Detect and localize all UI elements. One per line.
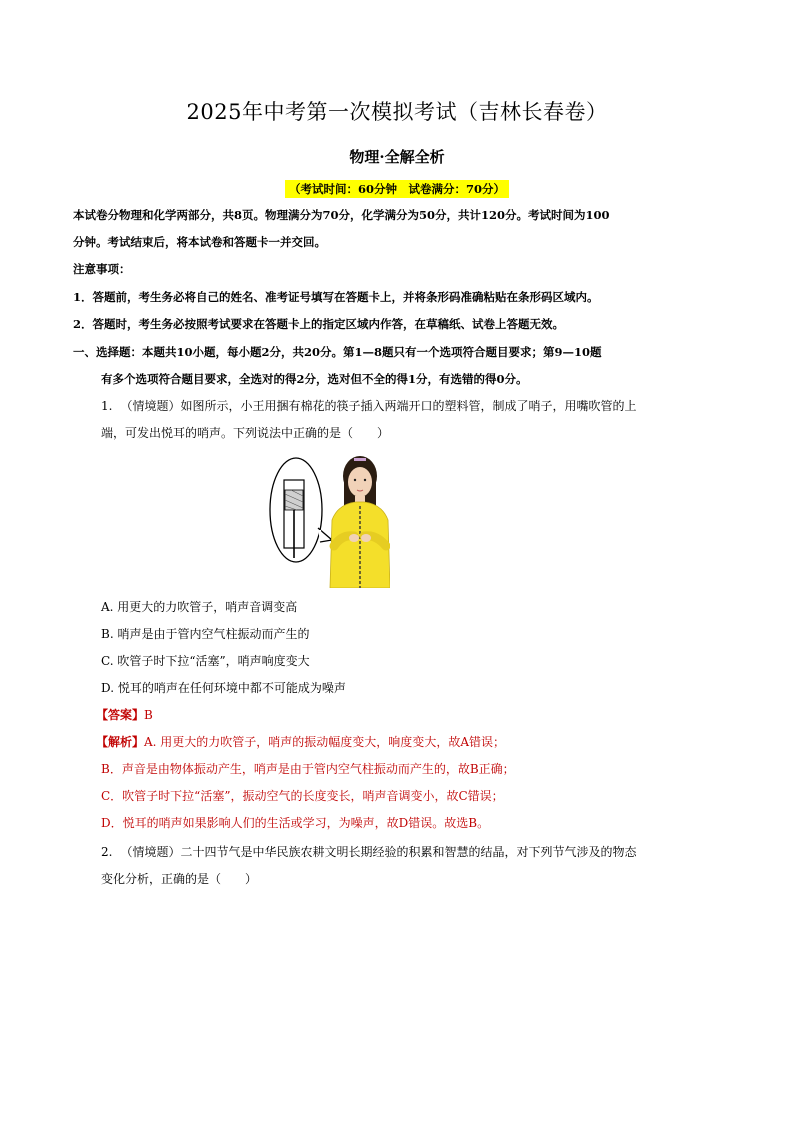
- intro-line-2: 分钟。考试结束后，将本试卷和答题卡一并交回。: [73, 235, 326, 249]
- page-title: 2025年中考第一次模拟考试（吉林长春卷）: [186, 100, 608, 124]
- question-1-option-c: C. 吹管子时下拉“活塞”，哨声响度变大: [101, 654, 310, 668]
- question-1-number: 1.: [101, 399, 113, 413]
- girl-face: [348, 467, 372, 497]
- girl-hairband: [354, 458, 366, 461]
- question-2-line-2: 变化分析，正确的是（ ）: [101, 872, 258, 886]
- section-heading: 一、选择题：本题共10小题，每小题2分，共20分。第1—8题只有一个选项符合题目要求；第9—10题: [73, 345, 602, 359]
- girl-eye-left: [354, 479, 356, 481]
- question-1-line-1: [101, 393, 723, 420]
- question-1-option-a: A. 用更大的力吹管子，哨声音调变高: [101, 600, 298, 614]
- question-1-option-d: D. 悦耳的哨声在任何环境中都不可能成为噪声: [101, 681, 346, 695]
- question-1-line-2: 端，可发出悦耳的哨声。下列说法中正确的是（ ）: [101, 426, 390, 440]
- exam-info-row: [0, 178, 794, 198]
- girl-hand-right: [361, 534, 371, 542]
- girl-hand-left: [349, 534, 359, 542]
- page-subtitle: 物理·全解全析: [349, 148, 445, 166]
- question-1-analysis-line-2: B．声音是由物体振动产生，哨声是由于管内空气柱振动而产生的，故B正确；: [101, 762, 515, 776]
- question-1-answer: [96, 705, 153, 725]
- notice-item-2: 2．答题时，考生务必按照考试要求在答题卡上的指定区域内作答，在草稿纸、试卷上答题无效。: [73, 317, 564, 331]
- girl-eye-right: [364, 479, 366, 481]
- question-1-analysis-line-1: [96, 732, 505, 752]
- question-1-analysis-line-4: D．悦耳的哨声如果影响人们的生活或学习，为噪声，故D错误。故选B。: [101, 816, 490, 830]
- question-1-figure: [268, 450, 390, 588]
- question-2-number: 2.: [101, 845, 113, 859]
- question-1-option-b: B. 哨声是由于管内空气柱振动而产生的: [101, 627, 310, 641]
- notice-item-1: 1．答题前，考生务必将自己的姓名、准考证号填写在答题卡上，并将条形码准确粘贴在条形码区域内。: [73, 290, 599, 304]
- question-2-line-1: [101, 839, 723, 866]
- analysis-text-a: A. 用更大的力吹管子，哨声的振动幅度变大，响度变大，故A错误；: [144, 735, 505, 749]
- section-heading-cont: 有多个选项符合题目要求，全选对的得2分，选对但不全的得1分，有选错的得0分。: [101, 372, 528, 386]
- answer-label: 【答案】: [96, 708, 145, 722]
- bubble-tail-mask: [320, 530, 321, 541]
- notice-heading: 注意事项：: [73, 262, 131, 276]
- analysis-label: 【解析】: [96, 735, 145, 749]
- intro-line-1: 本试卷分物理和化学两部分，共8页。物理满分为70分，化学满分为50分，共计120分。考试时间为100: [73, 208, 610, 222]
- question-2-stem: （情境题）二十四节气是中华民族农耕文明长期经验的积累和智慧的结晶，对下列节气涉及的物态: [120, 845, 637, 859]
- answer-value: B: [144, 708, 153, 722]
- question-1-stem: （情境题）如图所示，小王用捆有棉花的筷子插入两端开口的塑料管，制成了哨子，用嘴吹管的上: [120, 399, 637, 413]
- question-1-analysis-line-3: C．吹管子时下拉“活塞”，振动空气的长度变长，哨声音调变小，故C错误；: [101, 789, 504, 803]
- exam-info-highlight: （考试时间：60分钟 试卷满分：70分）: [285, 180, 509, 198]
